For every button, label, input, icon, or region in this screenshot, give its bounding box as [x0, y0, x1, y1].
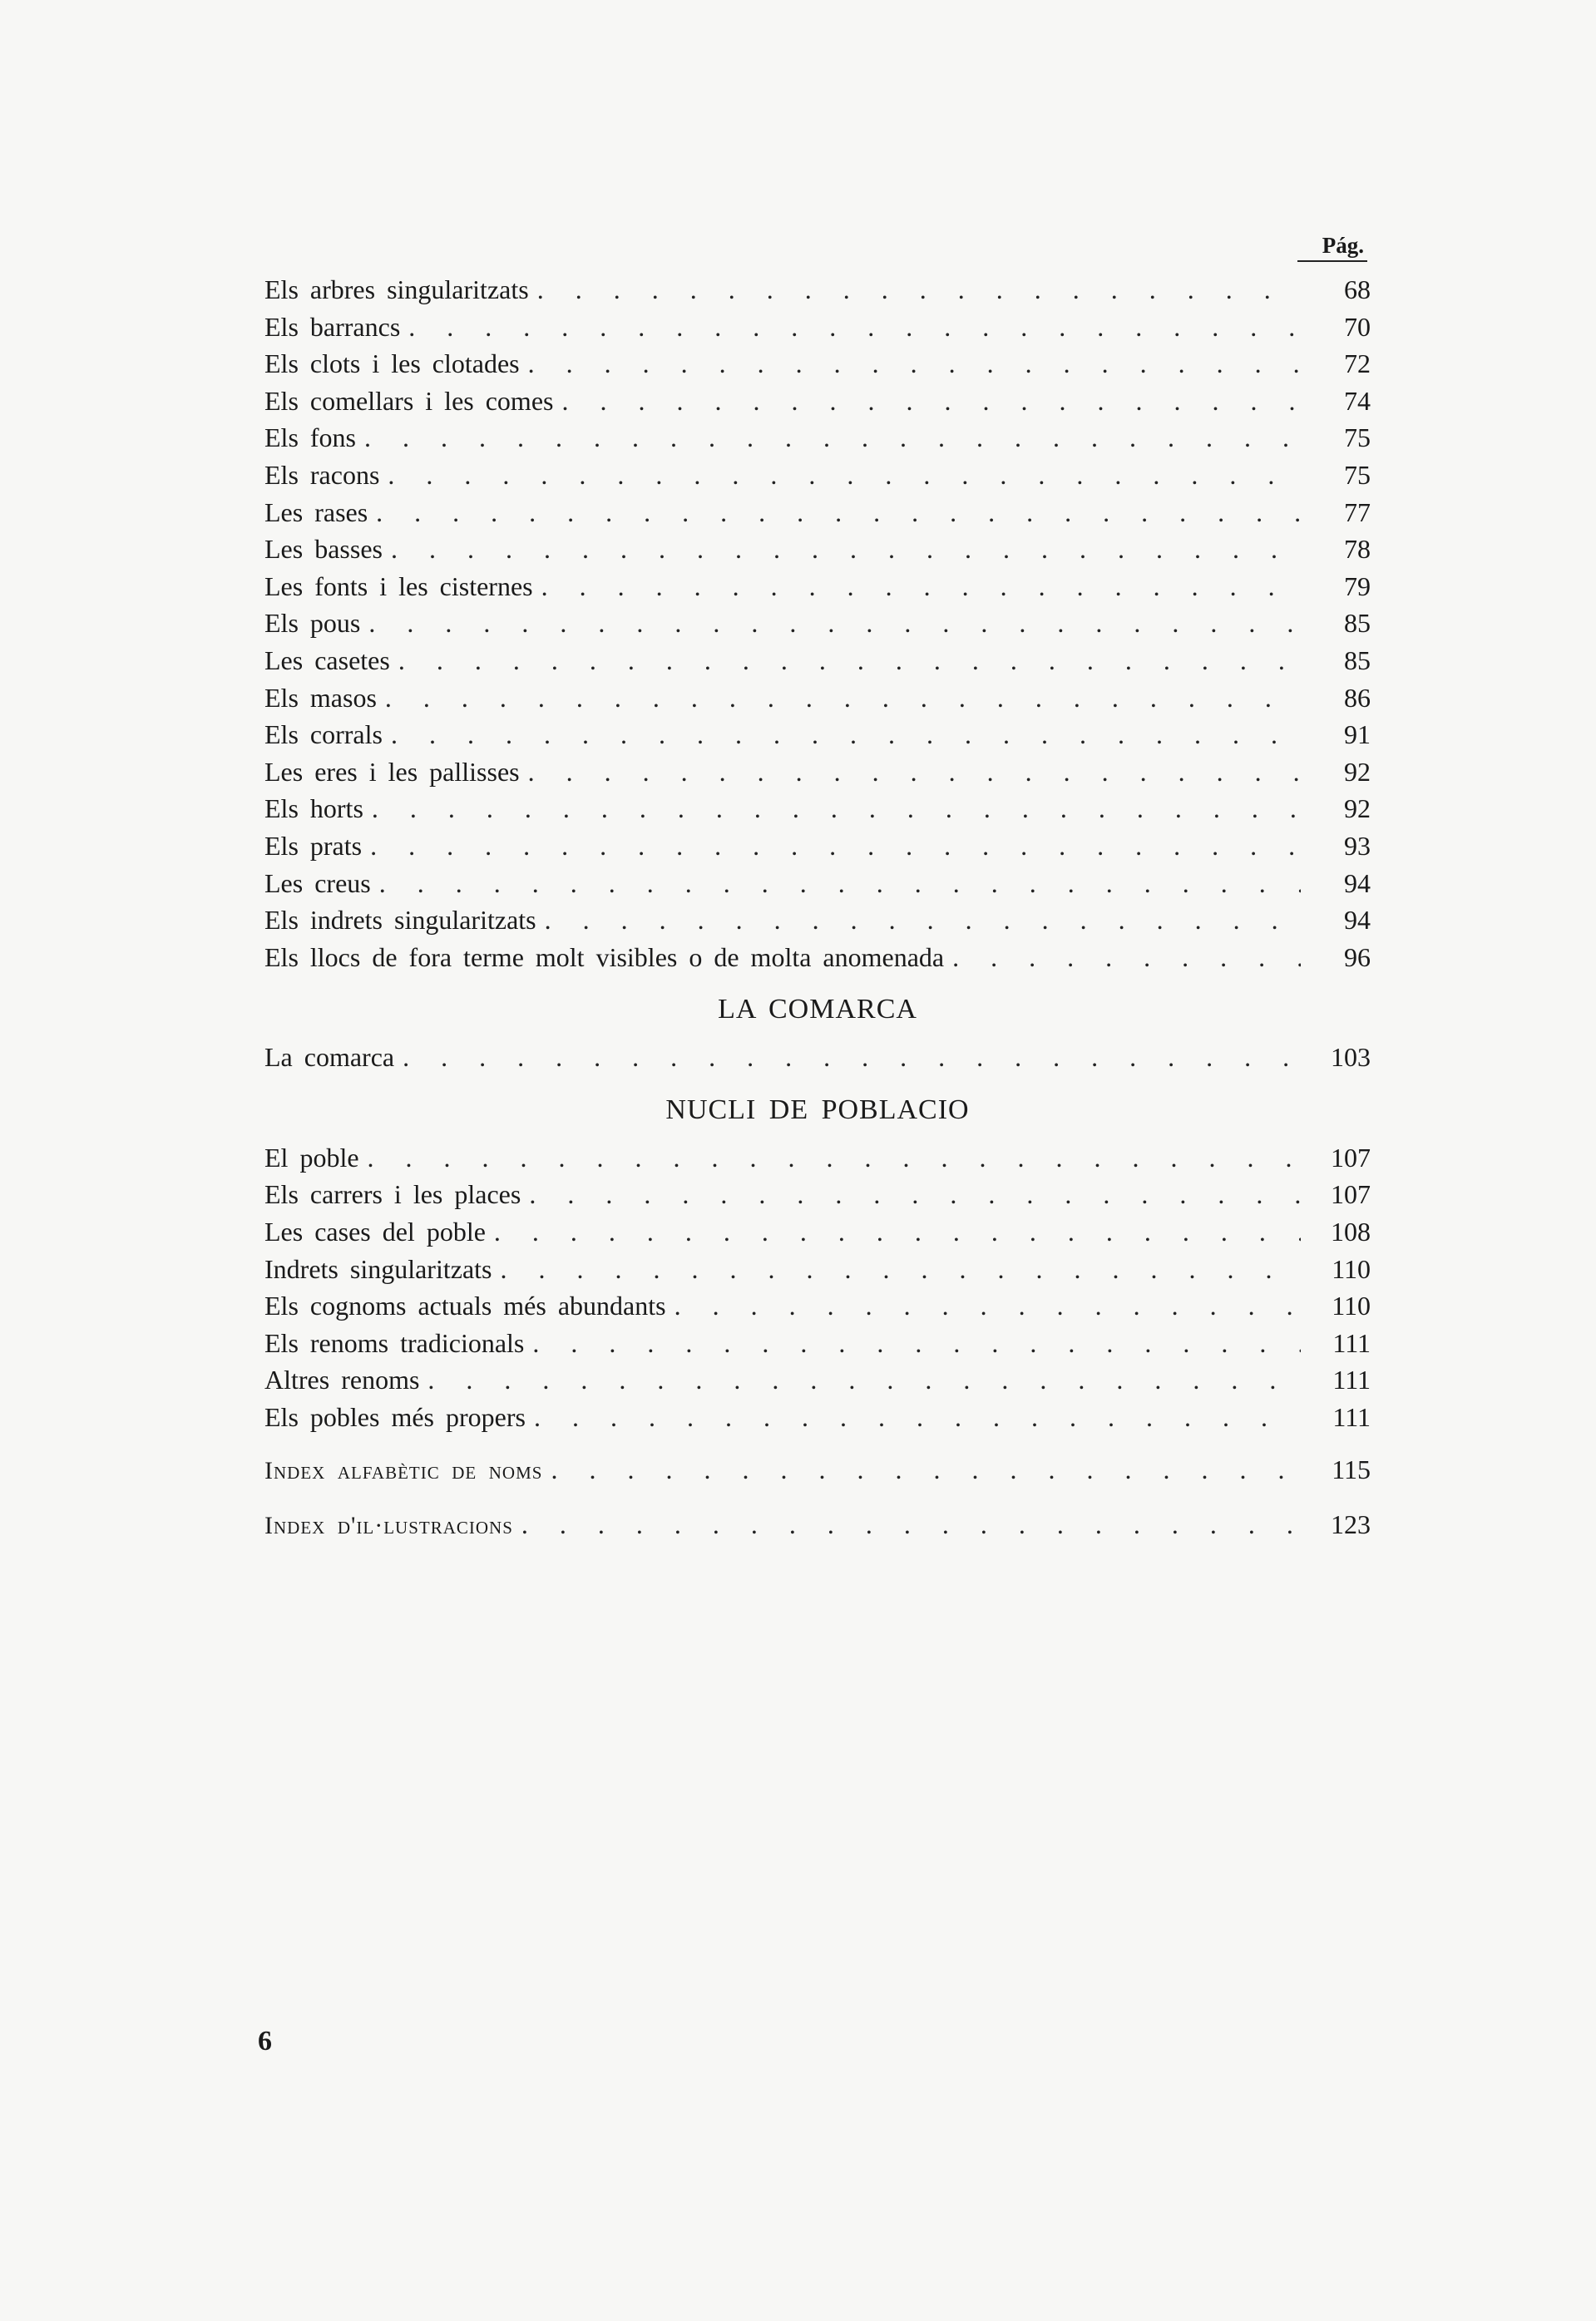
toc-entry: [264, 716, 1371, 753]
toc-entry-page: 92: [1344, 793, 1371, 824]
table-of-contents: [264, 233, 1371, 1546]
dot-leader: [398, 642, 1301, 679]
toc-entry-title: Les cases del poble: [264, 1217, 486, 1247]
dot-leader: [521, 1506, 1301, 1543]
toc-entry-page: 115: [1332, 1454, 1371, 1484]
toc-entry-page: 107: [1331, 1142, 1371, 1173]
dot-leader: [528, 345, 1301, 382]
toc-entry: [264, 642, 1371, 679]
toc-entry-title: Els fons: [264, 422, 356, 453]
dot-leader: [385, 679, 1301, 716]
toc-entry-title: La comarca: [264, 1042, 395, 1073]
dot-leader: [364, 419, 1301, 456]
dot-leader: [545, 901, 1301, 938]
dot-leader: [529, 1176, 1301, 1212]
toc-entry-page: 108: [1331, 1217, 1371, 1247]
toc-entry: [264, 1506, 1371, 1546]
toc-entry-title: Les casetes: [264, 644, 390, 675]
toc-entry-title: Les fonts i les cisternes: [264, 570, 533, 601]
toc-entry-page: 111: [1332, 1402, 1371, 1433]
toc-entry-page: 93: [1344, 830, 1371, 861]
dot-leader: [532, 1325, 1301, 1361]
toc-entry: [264, 568, 1371, 605]
toc-entry-title: Les creus: [264, 867, 371, 898]
toc-entry: [264, 901, 1371, 939]
toc-entry-title: Els barrancs: [264, 311, 401, 342]
toc-entry: [264, 1251, 1371, 1288]
toc-entry-title: Els indrets singularitzats: [264, 905, 536, 936]
toc-entry: [264, 939, 1371, 976]
toc-entry-title: Els carrers i les places: [264, 1179, 521, 1210]
toc-entry-page: 72: [1344, 348, 1371, 379]
toc-entry-title: Els corrals: [264, 719, 383, 750]
dot-leader: [674, 1287, 1301, 1324]
dot-leader: [551, 1451, 1301, 1488]
toc-entry-title: Els arbres singularitzats: [264, 274, 529, 304]
toc-entry-page: 110: [1332, 1291, 1371, 1321]
toc-entry: [264, 1213, 1371, 1251]
toc-entry-page: 111: [1332, 1327, 1371, 1358]
toc-entry: [264, 1361, 1371, 1399]
toc-entry: [264, 345, 1371, 383]
dot-leader: [372, 790, 1301, 827]
dot-leader: [368, 605, 1301, 641]
toc-entry: [264, 605, 1371, 642]
dot-leader: [379, 865, 1301, 901]
toc-entry: [264, 309, 1371, 346]
toc-entry: [264, 531, 1371, 568]
section-heading-comarca: LA COMARCA: [718, 994, 917, 1025]
toc-entry-page: 103: [1331, 1042, 1371, 1073]
toc-entry-page: 85: [1344, 644, 1371, 675]
dot-leader: [541, 568, 1301, 605]
toc-entry-title: Els racons: [264, 459, 380, 490]
toc-entry-page: 94: [1344, 905, 1371, 936]
toc-entry-page: 111: [1332, 1365, 1371, 1395]
toc-entry-title: Els llocs de fora terme molt visibles o de molta anomenada: [264, 941, 945, 972]
toc-entry: [264, 679, 1371, 717]
dot-leader: [494, 1213, 1301, 1250]
toc-entry-title: Els horts: [264, 793, 363, 824]
toc-entry-page: 110: [1332, 1253, 1371, 1284]
toc-entry: [264, 1287, 1371, 1325]
toc-entry-page: 92: [1344, 756, 1371, 787]
toc-entry-title: Els cognoms actuals més abundants: [264, 1291, 666, 1321]
toc-entry-page: 85: [1344, 608, 1371, 639]
toc-entry-title: Index d'il·lustracions: [264, 1511, 513, 1539]
toc-entry-title: Els prats: [264, 830, 363, 861]
toc-entry-page: 94: [1344, 867, 1371, 898]
dot-leader: [403, 1039, 1301, 1075]
toc-group-indexes: [264, 1451, 1371, 1546]
toc-entry: [264, 1039, 1371, 1076]
toc-entry: [264, 1325, 1371, 1362]
toc-entry-page: 79: [1344, 570, 1371, 601]
toc-entry-page: 77: [1344, 496, 1371, 527]
toc-entry-title: Els renoms tradicionals: [264, 1327, 525, 1358]
dot-leader: [408, 309, 1301, 345]
toc-entry-title: Els masos: [264, 682, 377, 713]
toc-entry: [264, 753, 1371, 791]
page-column-header: [264, 233, 1371, 269]
dot-leader: [391, 531, 1301, 567]
dot-leader: [528, 753, 1301, 790]
toc-entry-page: 78: [1344, 534, 1371, 565]
toc-entry-page: 91: [1344, 719, 1371, 750]
toc-entry-title: Les eres i les pallisses: [264, 756, 520, 787]
toc-group-nucli: [264, 1139, 1371, 1436]
toc-entry: [264, 383, 1371, 420]
dot-leader: [368, 1139, 1301, 1176]
dot-leader: [388, 457, 1301, 493]
toc-entry: [264, 494, 1371, 531]
toc-entry-title: Els pobles més propers: [264, 1402, 526, 1433]
toc-entry-title: Altres renoms: [264, 1365, 420, 1395]
toc-entry: [264, 1139, 1371, 1177]
toc-entry: [264, 865, 1371, 902]
toc-entry: [264, 457, 1371, 494]
toc-entry: [264, 419, 1371, 457]
toc-entry: [264, 827, 1371, 865]
toc-group-comarca: [264, 1039, 1371, 1076]
toc-entry-page: 74: [1344, 385, 1371, 416]
toc-entry-page: 75: [1344, 422, 1371, 453]
toc-entry: [264, 1176, 1371, 1213]
dot-leader: [427, 1361, 1301, 1398]
toc-entry-title: Els clots i les clotades: [264, 348, 520, 379]
toc-entry-page: 96: [1344, 941, 1371, 972]
toc-entry-title: Els comellars i les comes: [264, 385, 554, 416]
pag-label: Pág.: [1297, 233, 1367, 262]
dot-leader: [391, 716, 1301, 753]
toc-entry-page: 70: [1344, 311, 1371, 342]
toc-entry-page: 86: [1344, 682, 1371, 713]
toc-entry-title: Els pous: [264, 608, 361, 639]
toc-entry: [264, 790, 1371, 827]
section-heading-nucli: NUCLI DE POBLACIO: [665, 1094, 970, 1125]
toc-entry-title: Les basses: [264, 534, 383, 565]
toc-entry: [264, 1451, 1371, 1491]
toc-entry-page: 75: [1344, 459, 1371, 490]
dot-leader: [537, 271, 1301, 308]
toc-entry-page: 68: [1344, 274, 1371, 304]
dot-leader: [376, 494, 1301, 531]
toc-entry: [264, 1399, 1371, 1436]
dot-leader: [500, 1251, 1301, 1287]
dot-leader: [952, 939, 1301, 975]
toc-entry-title: Indrets singularitzats: [264, 1253, 492, 1284]
toc-entry: [264, 271, 1371, 309]
toc-entry-title: Les rases: [264, 496, 368, 527]
dot-leader: [370, 827, 1301, 864]
dot-leader: [534, 1399, 1301, 1435]
toc-entry-title: El poble: [264, 1142, 359, 1173]
toc-entry-title: Index alfabètic de noms: [264, 1456, 543, 1484]
page-number: 6: [258, 2026, 272, 2057]
dot-leader: [561, 383, 1301, 419]
toc-group-main: [264, 271, 1371, 975]
toc-entry-page: 123: [1331, 1509, 1371, 1539]
toc-entry-page: 107: [1331, 1179, 1371, 1210]
